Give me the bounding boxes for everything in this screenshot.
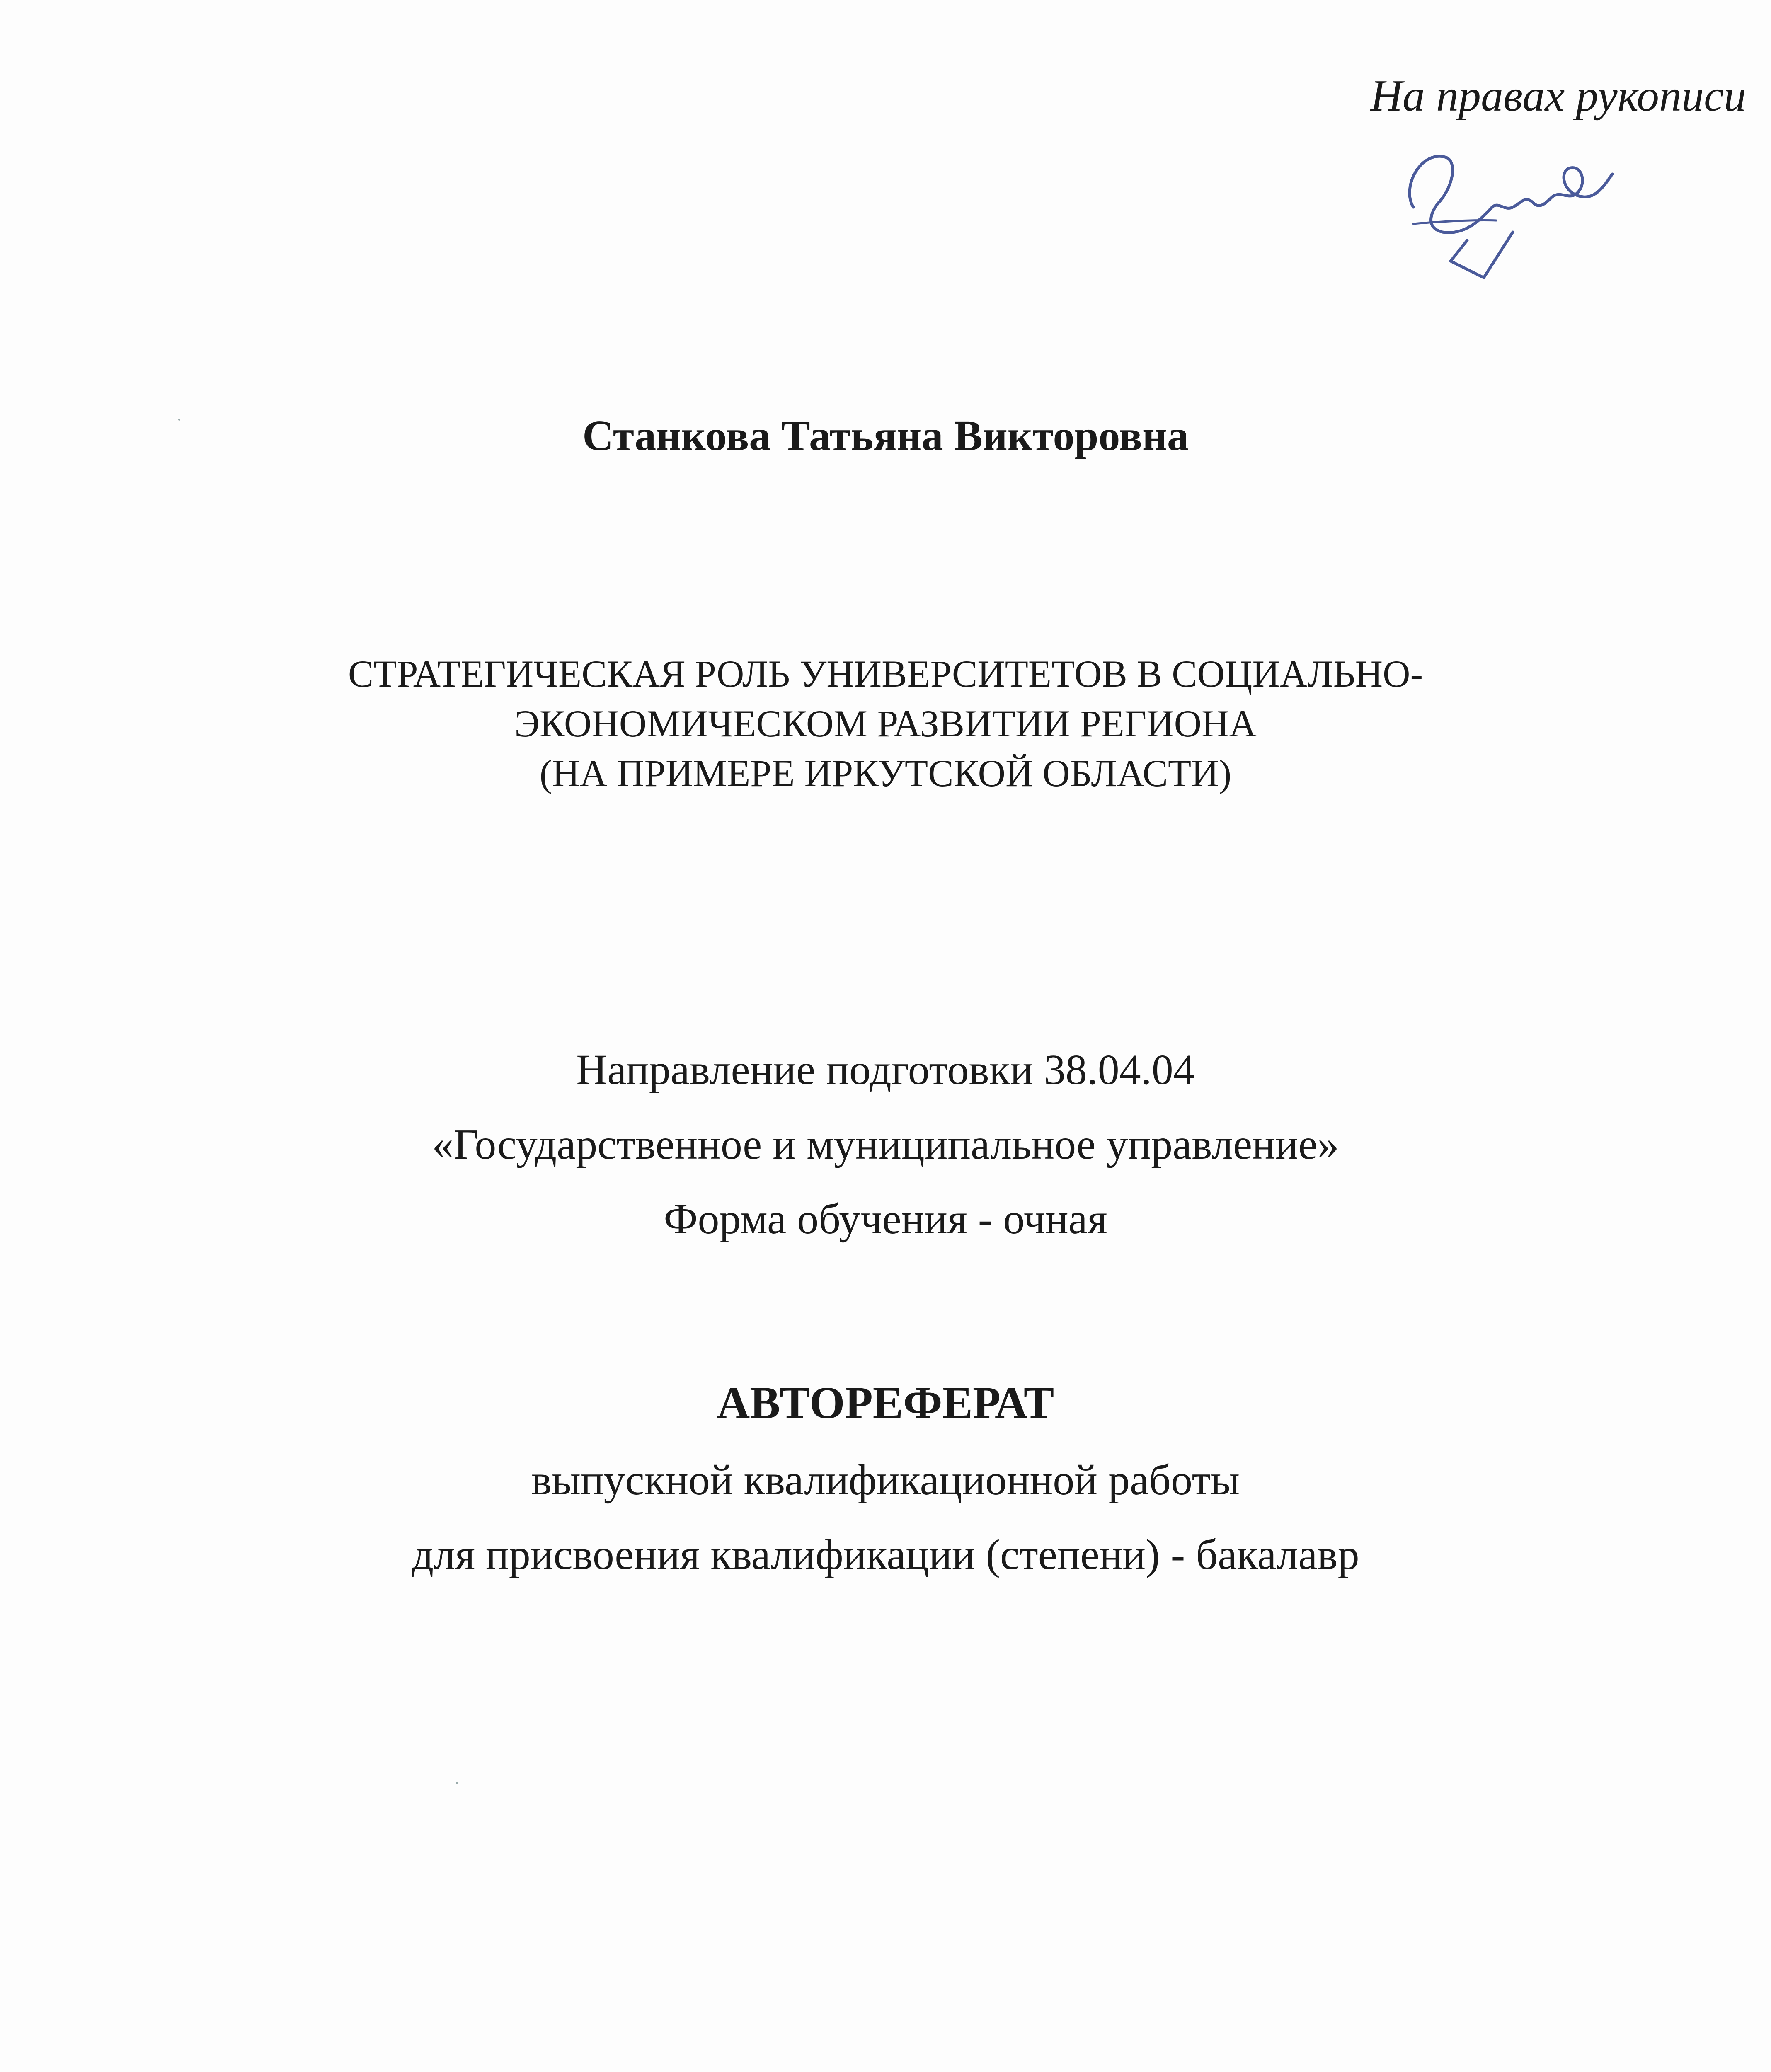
document-subtitle-1: выпускной квалификационной работы <box>531 1456 1240 1504</box>
document-subtitle-2: для присвоения квалификации (степени) - бакалавр <box>412 1531 1359 1578</box>
program-direction: Направление подготовки 38.04.04 <box>576 1046 1195 1094</box>
study-form: Форма обучения - очная <box>664 1195 1107 1243</box>
program-name: «Государственное и муниципальное управление» <box>432 1121 1339 1168</box>
rights-note: На правах рукописи <box>1370 71 1746 121</box>
handwritten-signature <box>1388 124 1621 282</box>
scan-speck <box>456 1782 458 1784</box>
title-line-1: СТРАТЕГИЧЕСКАЯ РОЛЬ УНИВЕРСИТЕТОВ В СОЦИАЛЬНО- <box>348 653 1423 695</box>
scan-speck <box>178 419 180 421</box>
author-name: Станкова Татьяна Викторовна <box>582 412 1189 460</box>
title-line-2: ЭКОНОМИЧЕСКОМ РАЗВИТИИ РЕГИОНА <box>514 702 1257 745</box>
document-type: АВТОРЕФЕРАТ <box>717 1377 1054 1428</box>
title-line-3: (НА ПРИМЕРЕ ИРКУТСКОЙ ОБЛАСТИ) <box>539 752 1232 794</box>
